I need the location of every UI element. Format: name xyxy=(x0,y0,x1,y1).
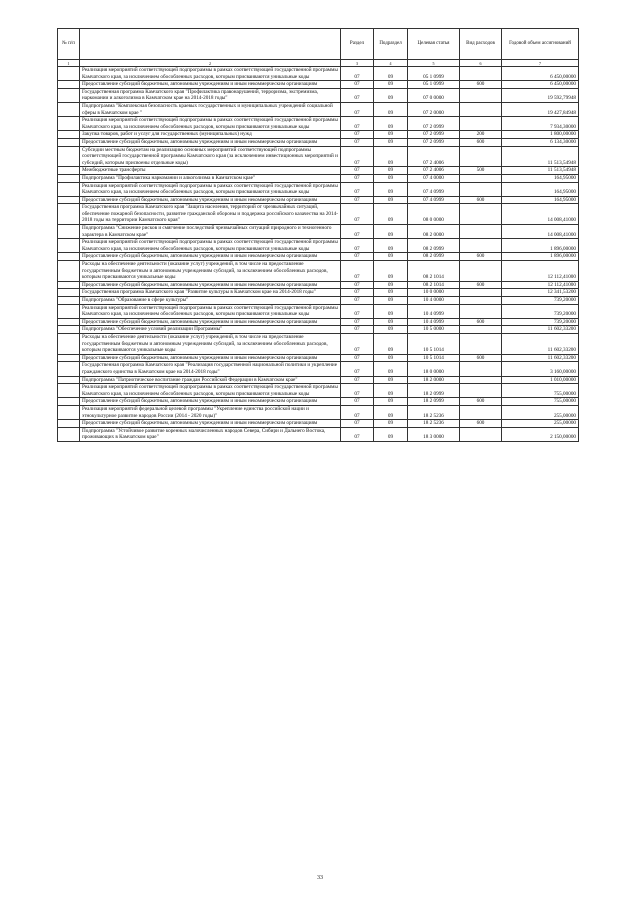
row-section: 07 xyxy=(341,167,374,175)
table-row xyxy=(58,182,579,196)
row-subsection: 09 xyxy=(374,376,408,384)
row-number xyxy=(58,239,80,253)
table-row xyxy=(58,318,579,326)
row-amount: 755,00000 xyxy=(502,398,579,406)
row-target: 07 2 0999 xyxy=(408,131,460,139)
row-number xyxy=(58,117,80,131)
row-number xyxy=(58,102,80,116)
row-exptype xyxy=(460,427,502,441)
row-target: 18 0 0000 xyxy=(408,362,460,376)
row-target: 07 4 0000 xyxy=(408,174,460,182)
row-exptype xyxy=(460,239,502,253)
row-target: 10 4 0000 xyxy=(408,297,460,305)
row-subsection: 09 xyxy=(374,67,408,81)
column-number: 4 xyxy=(374,60,408,67)
column-numbers-row xyxy=(58,60,579,67)
table-row xyxy=(58,333,579,354)
row-section: 07 xyxy=(341,102,374,116)
row-subsection: 09 xyxy=(374,102,408,116)
table-row xyxy=(58,376,579,384)
row-exptype xyxy=(460,146,502,167)
table-row xyxy=(58,117,579,131)
budget-table-sheet xyxy=(57,28,578,442)
row-target: 07 2 0999 xyxy=(408,117,460,131)
row-number xyxy=(58,333,80,354)
row-section: 07 xyxy=(341,384,374,398)
row-amount: 11 513,54948 xyxy=(502,146,579,167)
row-name: Государственная программа Камчатского края "Реализация государственной национальной политики и укрепление гражданского единства в Камчатском крае на 2014-2018 годы" xyxy=(80,362,341,376)
row-number xyxy=(58,420,80,428)
row-section: 07 xyxy=(341,67,374,81)
row-amount: 11 513,54948 xyxy=(502,167,579,175)
row-subsection: 09 xyxy=(374,253,408,261)
table-row xyxy=(58,261,579,282)
row-target: 18 2 0999 xyxy=(408,384,460,398)
row-name: Государственная программа Камчатского края "Профилактика правонарушений, терроризма, экстремизма, наркомании и алкоголизма в Камчатском крае на 2014-2018 годы" xyxy=(80,88,341,102)
row-subsection: 09 xyxy=(374,239,408,253)
row-exptype xyxy=(460,326,502,334)
row-target: 05 1 0999 xyxy=(408,67,460,81)
row-section: 07 xyxy=(341,117,374,131)
row-subsection: 09 xyxy=(374,354,408,362)
row-amount: 1 010,00000 xyxy=(502,376,579,384)
table-row xyxy=(58,196,579,204)
row-section: 07 xyxy=(341,398,374,406)
row-amount: 164,95000 xyxy=(502,174,579,182)
table-row xyxy=(58,398,579,406)
row-target: 08 2 0000 xyxy=(408,225,460,239)
table-row xyxy=(58,67,579,81)
row-name: Государственная программа Камчатского края "Защита населения, территорий от чрезвычайных ситуаций, обеспечение пожарной безопасности, развитие гражданской обороны и поддержка российского казачества на 2014-2018 годы на территории Камчатского края" xyxy=(80,204,341,225)
row-amount: 12 112,41000 xyxy=(502,261,579,282)
row-section: 07 xyxy=(341,261,374,282)
row-section: 07 xyxy=(341,88,374,102)
row-number xyxy=(58,304,80,318)
row-amount: 739,20000 xyxy=(502,297,579,305)
row-name: Реализация мероприятий федеральной целевой программы "Укрепление единства российской нации и этнокультурное развитие народов России (2014 - 2020 годы)" xyxy=(80,405,341,419)
row-section: 07 xyxy=(341,196,374,204)
row-target: 10 5 0000 xyxy=(408,326,460,334)
row-exptype: 600 xyxy=(460,398,502,406)
row-number xyxy=(58,174,80,182)
row-subsection: 09 xyxy=(374,204,408,225)
row-subsection: 09 xyxy=(374,131,408,139)
table-row xyxy=(58,304,579,318)
header-exptype: Вид расходов xyxy=(460,29,502,60)
row-section: 07 xyxy=(341,376,374,384)
row-section: 07 xyxy=(341,131,374,139)
row-exptype xyxy=(460,225,502,239)
row-target: 08 2 0999 xyxy=(408,239,460,253)
header-target: Целевая статья xyxy=(408,29,460,60)
row-name: Реализация мероприятий соответствующей подпрограммы в рамках соответствующей государственной программы Камчатского края, за исключением обособленных расходов, которым присваиваются уникальные коды xyxy=(80,239,341,253)
row-exptype xyxy=(460,405,502,419)
row-exptype xyxy=(460,376,502,384)
row-exptype xyxy=(460,333,502,354)
row-subsection: 09 xyxy=(374,289,408,297)
row-exptype xyxy=(460,362,502,376)
row-number xyxy=(58,297,80,305)
row-target: 18 2 5236 xyxy=(408,420,460,428)
row-target: 07 2 4006 xyxy=(408,146,460,167)
row-name: Подпрограмма "Устойчивое развитие коренных малочисленных народов Севера, Сибири и Дальнего Востока, проживающих в Камчатском крае" xyxy=(80,427,341,441)
row-exptype: 600 xyxy=(460,281,502,289)
row-exptype xyxy=(460,261,502,282)
row-subsection: 09 xyxy=(374,261,408,282)
row-target: 10 5 1014 xyxy=(408,354,460,362)
table-row xyxy=(58,88,579,102)
row-section: 07 xyxy=(341,318,374,326)
row-name: Закупка товаров, работ и услуг для государственных (муниципальных) нужд xyxy=(80,131,341,139)
row-name: Расходы на обеспечение деятельности (оказание услуг) учреждений, в том числе на предоставление государственным бюджетным и автономным учреждениям субсидий, за исключением обособленных расходов, которым присваиваются уникальные коды xyxy=(80,333,341,354)
row-exptype xyxy=(460,182,502,196)
row-exptype: 200 xyxy=(460,131,502,139)
row-target: 08 2 1014 xyxy=(408,281,460,289)
row-subsection: 09 xyxy=(374,384,408,398)
row-subsection: 09 xyxy=(374,167,408,175)
row-number xyxy=(58,289,80,297)
row-target: 08 2 0999 xyxy=(408,253,460,261)
header-subsection: Подраздел xyxy=(374,29,408,60)
row-target: 05 1 0999 xyxy=(408,81,460,89)
row-exptype: 600 xyxy=(460,420,502,428)
row-name: Подпрограмма "Комплексная безопасность краевых государственных и муниципальных учреждений социальной сферы в Камчатском крае " xyxy=(80,102,341,116)
row-amount: 12 341,53200 xyxy=(502,289,579,297)
budget-table xyxy=(57,28,579,442)
row-target: 07 4 0999 xyxy=(408,196,460,204)
row-subsection: 09 xyxy=(374,174,408,182)
row-target: 07 2 4006 xyxy=(408,167,460,175)
row-amount: 11 602,33200 xyxy=(502,354,579,362)
row-amount: 164,95000 xyxy=(502,182,579,196)
header-amount: Годовой объем ассигнований xyxy=(502,29,579,60)
row-section: 07 xyxy=(341,405,374,419)
row-section: 07 xyxy=(341,81,374,89)
row-amount: 6 134,30000 xyxy=(502,138,579,146)
row-amount: 11 602,33200 xyxy=(502,333,579,354)
row-section: 07 xyxy=(341,362,374,376)
row-section: 07 xyxy=(341,174,374,182)
row-amount: 255,00000 xyxy=(502,420,579,428)
row-target: 08 0 0000 xyxy=(408,204,460,225)
row-section: 07 xyxy=(341,281,374,289)
row-name: Подпрограмма "Образование в сфере культуры" xyxy=(80,297,341,305)
row-subsection: 09 xyxy=(374,362,408,376)
row-subsection: 09 xyxy=(374,138,408,146)
row-name: Предоставление субсидий бюджетным, автономным учреждениям и иным некоммерческим организациям xyxy=(80,81,341,89)
table-row xyxy=(58,81,579,89)
row-subsection: 09 xyxy=(374,225,408,239)
table-row xyxy=(58,174,579,182)
row-section: 07 xyxy=(341,253,374,261)
table-row xyxy=(58,405,579,419)
row-target: 10 0 0000 xyxy=(408,289,460,297)
row-number xyxy=(58,398,80,406)
row-exptype xyxy=(460,384,502,398)
row-number xyxy=(58,131,80,139)
row-exptype: 500 xyxy=(460,167,502,175)
row-section: 07 xyxy=(341,239,374,253)
row-target: 18 2 0000 xyxy=(408,376,460,384)
row-amount: 1 800,00000 xyxy=(502,131,579,139)
row-amount: 1 896,00000 xyxy=(502,253,579,261)
row-number xyxy=(58,167,80,175)
row-section: 07 xyxy=(341,326,374,334)
row-name: Предоставление субсидий бюджетным, автономным учреждениям и иным некоммерческим организациям xyxy=(80,253,341,261)
row-target: 07 0 0000 xyxy=(408,88,460,102)
table-row xyxy=(58,362,579,376)
column-number: 6 xyxy=(460,60,502,67)
row-target: 18 2 0999 xyxy=(408,398,460,406)
row-target: 10 4 0999 xyxy=(408,304,460,318)
row-target: 07 4 0999 xyxy=(408,182,460,196)
row-section: 07 xyxy=(341,146,374,167)
table-row xyxy=(58,225,579,239)
row-exptype xyxy=(460,88,502,102)
row-subsection: 09 xyxy=(374,398,408,406)
table-row xyxy=(58,138,579,146)
row-number xyxy=(58,318,80,326)
table-row xyxy=(58,384,579,398)
row-amount: 11 602,33200 xyxy=(502,326,579,334)
row-subsection: 09 xyxy=(374,420,408,428)
table-row xyxy=(58,102,579,116)
row-target: 10 4 0999 xyxy=(408,318,460,326)
row-amount: 19 427,84948 xyxy=(502,102,579,116)
row-name: Предоставление субсидий бюджетным, автономным учреждениям и иным некоммерческим организациям xyxy=(80,420,341,428)
table-row xyxy=(58,131,579,139)
row-exptype xyxy=(460,117,502,131)
row-name: Субсидии местным бюджетам на реализацию основных мероприятий соответствующей подпрограммы соответствующей государственной программы Камчатского края (за исключением инвестиционных мероприятий и субсидий, которым присвоены отдельные коды) xyxy=(80,146,341,167)
table-row xyxy=(58,289,579,297)
row-amount: 6 450,00000 xyxy=(502,67,579,81)
row-section: 07 xyxy=(341,297,374,305)
header-name xyxy=(80,29,341,60)
row-name: Подпрограмма "Патриотическое воспитание граждан Российской Федерации в Камчатском крае" xyxy=(80,376,341,384)
row-section: 07 xyxy=(341,354,374,362)
table-row xyxy=(58,427,579,441)
row-amount: 164,95000 xyxy=(502,196,579,204)
table-row xyxy=(58,167,579,175)
table-row xyxy=(58,326,579,334)
row-name: Реализация мероприятий соответствующей подпрограммы в рамках соответствующей государственной программы Камчатского края, за исключением обособленных расходов, которым присваиваются уникальные коды xyxy=(80,384,341,398)
row-subsection: 09 xyxy=(374,88,408,102)
row-subsection: 09 xyxy=(374,427,408,441)
row-number xyxy=(58,182,80,196)
table-row xyxy=(58,204,579,225)
row-target: 07 2 0999 xyxy=(408,138,460,146)
row-target: 08 2 1014 xyxy=(408,261,460,282)
row-exptype: 600 xyxy=(460,81,502,89)
row-amount: 2 150,00000 xyxy=(502,427,579,441)
row-amount: 1 896,00000 xyxy=(502,239,579,253)
row-name: Расходы на обеспечение деятельности (оказание услуг) учреждений, в том числе на предоставление государственным бюджетным и автономным учреждениям субсидий, за исключением обособленных расходов, которым присваиваются уникальные коды xyxy=(80,261,341,282)
row-amount: 14 008,41000 xyxy=(502,225,579,239)
row-section: 07 xyxy=(341,204,374,225)
row-section: 07 xyxy=(341,333,374,354)
row-name: Подпрограмма "Снижение рисков и смягчение последствий чрезвычайных ситуаций природного и техногенного характера в Камчатском крае" xyxy=(80,225,341,239)
row-number xyxy=(58,384,80,398)
row-subsection: 09 xyxy=(374,304,408,318)
row-exptype: 600 xyxy=(460,354,502,362)
row-subsection: 09 xyxy=(374,318,408,326)
header-section: Раздел xyxy=(341,29,374,60)
row-exptype xyxy=(460,289,502,297)
row-amount: 19 592,79948 xyxy=(502,88,579,102)
row-amount: 3 160,00000 xyxy=(502,362,579,376)
row-name: Реализация мероприятий соответствующей подпрограммы в рамках соответствующей государственной программы Камчатского края, за исключением обособленных расходов, которым присваиваются уникальные коды xyxy=(80,304,341,318)
header-num: № п/п xyxy=(58,29,80,60)
row-amount: 739,20000 xyxy=(502,304,579,318)
row-amount: 12 112,41000 xyxy=(502,281,579,289)
row-section: 07 xyxy=(341,420,374,428)
row-name: Государственная программа Камчатского края "Развитие культуры в Камчатском крае на 2014-2018 годы" xyxy=(80,289,341,297)
row-number xyxy=(58,138,80,146)
column-number: 2 xyxy=(80,60,341,67)
table-body xyxy=(58,67,579,442)
row-amount: 739,20000 xyxy=(502,318,579,326)
table-row xyxy=(58,297,579,305)
row-section: 07 xyxy=(341,427,374,441)
row-subsection: 09 xyxy=(374,281,408,289)
row-subsection: 09 xyxy=(374,333,408,354)
table-row xyxy=(58,354,579,362)
row-exptype xyxy=(460,67,502,81)
row-section: 07 xyxy=(341,182,374,196)
column-number: 3 xyxy=(341,60,374,67)
column-number: 7 xyxy=(502,60,579,67)
row-number xyxy=(58,67,80,81)
row-amount: 6 450,00000 xyxy=(502,81,579,89)
row-amount: 14 008,41000 xyxy=(502,204,579,225)
row-amount: 255,00000 xyxy=(502,405,579,419)
row-number xyxy=(58,281,80,289)
row-number xyxy=(58,196,80,204)
column-number: 1 xyxy=(58,60,80,67)
row-number xyxy=(58,146,80,167)
table-row xyxy=(58,146,579,167)
row-section: 07 xyxy=(341,225,374,239)
row-section: 07 xyxy=(341,138,374,146)
row-amount: 7 934,30000 xyxy=(502,117,579,131)
row-subsection: 09 xyxy=(374,81,408,89)
row-section: 07 xyxy=(341,304,374,318)
row-exptype: 600 xyxy=(460,318,502,326)
row-name: Подпрограмма "Обеспечение условий реализации Программы" xyxy=(80,326,341,334)
row-exptype xyxy=(460,204,502,225)
page-number: 33 xyxy=(317,875,323,881)
column-number: 5 xyxy=(408,60,460,67)
table-row xyxy=(58,239,579,253)
row-number xyxy=(58,225,80,239)
table-row xyxy=(58,253,579,261)
row-number xyxy=(58,362,80,376)
row-subsection: 09 xyxy=(374,326,408,334)
row-subsection: 09 xyxy=(374,182,408,196)
row-subsection: 09 xyxy=(374,146,408,167)
row-name: Реализация мероприятий соответствующей подпрограммы в рамках соответствующей государственной программы Камчатского края, за исключением обособленных расходов, которым присваиваются уникальные коды xyxy=(80,182,341,196)
row-number xyxy=(58,326,80,334)
row-number xyxy=(58,261,80,282)
row-exptype: 600 xyxy=(460,253,502,261)
row-section: 07 xyxy=(341,289,374,297)
row-name: Подпрограмма "Профилактика наркомании и алкоголизма в Камчатском крае" xyxy=(80,174,341,182)
row-subsection: 09 xyxy=(374,405,408,419)
row-subsection: 09 xyxy=(374,117,408,131)
row-subsection: 09 xyxy=(374,297,408,305)
row-target: 10 5 1014 xyxy=(408,333,460,354)
row-number xyxy=(58,354,80,362)
row-amount: 755,00000 xyxy=(502,384,579,398)
row-exptype xyxy=(460,102,502,116)
row-number xyxy=(58,204,80,225)
row-name: Предоставление субсидий бюджетным, автономным учреждениям и иным некоммерческим организациям xyxy=(80,196,341,204)
row-number xyxy=(58,253,80,261)
row-number xyxy=(58,376,80,384)
row-name: Предоставление субсидий бюджетным, автономным учреждениям и иным некоммерческим организациям xyxy=(80,281,341,289)
row-exptype xyxy=(460,297,502,305)
row-name: Предоставление субсидий бюджетным, автономным учреждениям и иным некоммерческим организациям xyxy=(80,354,341,362)
row-name: Реализация мероприятий соответствующей подпрограммы в рамках соответствующей государственной программы Камчатского края, за исключением обособленных расходов, которым присваиваются уникальные коды xyxy=(80,67,341,81)
row-number xyxy=(58,88,80,102)
header-row xyxy=(58,29,579,60)
row-name: Предоставление субсидий бюджетным, автономным учреждениям и иным некоммерческим организациям xyxy=(80,318,341,326)
table-row xyxy=(58,420,579,428)
row-name: Предоставление субсидий бюджетным, автономным учреждениям и иным некоммерческим организациям xyxy=(80,398,341,406)
row-exptype xyxy=(460,174,502,182)
row-number xyxy=(58,427,80,441)
table-row xyxy=(58,281,579,289)
row-name: Реализация мероприятий соответствующей подпрограммы в рамках соответствующей государственной программы Камчатского края, за исключением обособленных расходов, которым присваиваются уникальные коды xyxy=(80,117,341,131)
row-exptype: 600 xyxy=(460,138,502,146)
row-exptype: 600 xyxy=(460,196,502,204)
row-exptype xyxy=(460,304,502,318)
row-target: 18 2 5236 xyxy=(408,405,460,419)
row-target: 18 3 0000 xyxy=(408,427,460,441)
row-target: 07 2 0000 xyxy=(408,102,460,116)
row-number xyxy=(58,405,80,419)
row-name: Межбюджетные трансферты xyxy=(80,167,341,175)
row-number xyxy=(58,81,80,89)
row-subsection: 09 xyxy=(374,196,408,204)
row-name: Предоставление субсидий бюджетным, автономным учреждениям и иным некоммерческим организациям xyxy=(80,138,341,146)
